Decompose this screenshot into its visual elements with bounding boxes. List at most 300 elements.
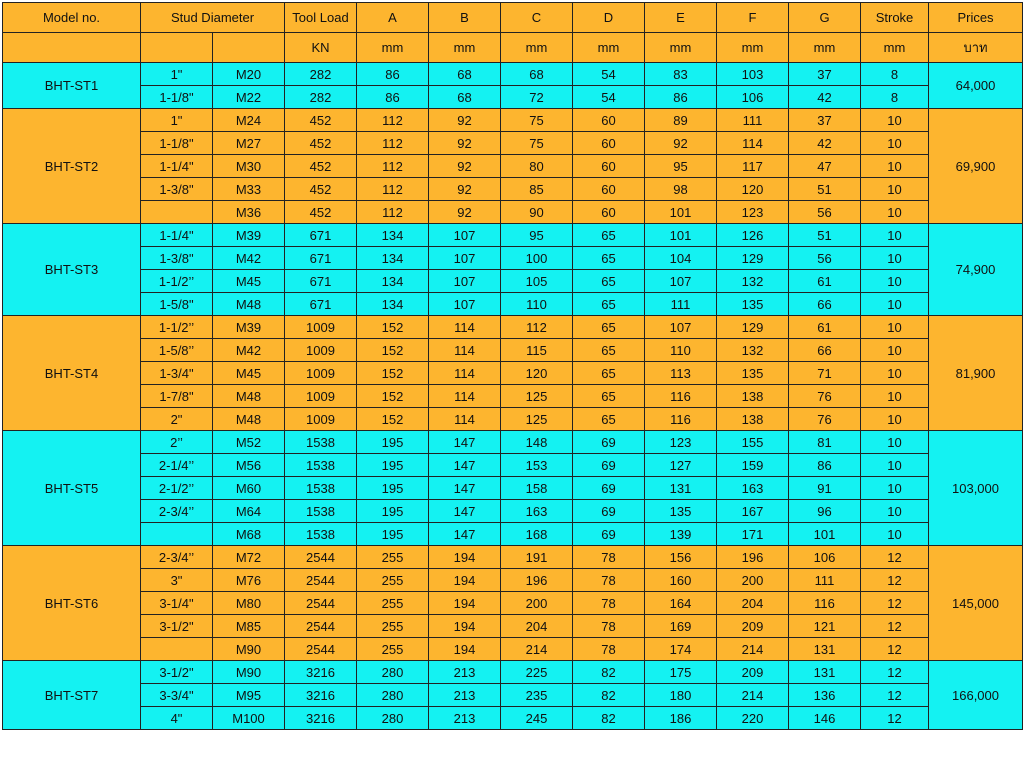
d-cell: 65: [573, 362, 645, 385]
c-cell: 225: [501, 661, 573, 684]
g-cell: 61: [789, 270, 861, 293]
e-cell: 180: [645, 684, 717, 707]
f-cell: 111: [717, 109, 789, 132]
a-cell: 280: [357, 661, 429, 684]
a-cell: 112: [357, 201, 429, 224]
g-cell: 86: [789, 454, 861, 477]
a-cell: 152: [357, 385, 429, 408]
a-cell: 280: [357, 707, 429, 730]
b-cell: 114: [429, 408, 501, 431]
f-cell: 163: [717, 477, 789, 500]
b-cell: 213: [429, 661, 501, 684]
header-stud-diameter: Stud Diameter: [141, 3, 285, 33]
tool-load-cell: 1009: [285, 339, 357, 362]
f-cell: 135: [717, 362, 789, 385]
e-cell: 110: [645, 339, 717, 362]
c-cell: 72: [501, 86, 573, 109]
b-cell: 194: [429, 592, 501, 615]
stroke-cell: 10: [861, 178, 929, 201]
header-a: A: [357, 3, 429, 33]
c-cell: 214: [501, 638, 573, 661]
f-cell: 214: [717, 684, 789, 707]
a-cell: 152: [357, 362, 429, 385]
b-cell: 68: [429, 86, 501, 109]
tool-load-cell: 452: [285, 201, 357, 224]
c-cell: 120: [501, 362, 573, 385]
table-row: [3, 293, 1023, 316]
stroke-cell: 12: [861, 546, 929, 569]
price-cell: 166,000: [929, 661, 1023, 730]
d-cell: 78: [573, 569, 645, 592]
stud-inch-cell: [141, 523, 213, 546]
stroke-cell: 10: [861, 362, 929, 385]
b-cell: 114: [429, 362, 501, 385]
e-cell: 156: [645, 546, 717, 569]
stud-inch-cell: 2-1/2’’: [141, 477, 213, 500]
e-cell: 127: [645, 454, 717, 477]
model-cell: BHT-ST4: [3, 316, 141, 431]
g-cell: 96: [789, 500, 861, 523]
d-cell: 82: [573, 684, 645, 707]
header-row: [3, 3, 1023, 33]
c-cell: 125: [501, 385, 573, 408]
g-cell: 61: [789, 316, 861, 339]
stroke-cell: 10: [861, 224, 929, 247]
g-cell: 101: [789, 523, 861, 546]
tool-load-cell: 671: [285, 247, 357, 270]
g-cell: 111: [789, 569, 861, 592]
e-cell: 86: [645, 86, 717, 109]
c-cell: 163: [501, 500, 573, 523]
e-cell: 123: [645, 431, 717, 454]
stroke-cell: 12: [861, 592, 929, 615]
table-row: [3, 546, 1023, 569]
f-cell: 138: [717, 408, 789, 431]
g-cell: 51: [789, 178, 861, 201]
stud-inch-cell: [141, 638, 213, 661]
tool-load-cell: 671: [285, 270, 357, 293]
c-cell: 112: [501, 316, 573, 339]
stud-metric-cell: M56: [213, 454, 285, 477]
g-cell: 146: [789, 707, 861, 730]
stud-inch-cell: 1-1/2’’: [141, 270, 213, 293]
unit-c: mm: [501, 33, 573, 63]
c-cell: 68: [501, 63, 573, 86]
a-cell: 112: [357, 109, 429, 132]
unit-a: mm: [357, 33, 429, 63]
stud-inch-cell: 4": [141, 707, 213, 730]
e-cell: 101: [645, 201, 717, 224]
c-cell: 245: [501, 707, 573, 730]
stud-metric-cell: M42: [213, 247, 285, 270]
price-cell: 103,000: [929, 431, 1023, 546]
stud-metric-cell: M85: [213, 615, 285, 638]
stroke-cell: 10: [861, 247, 929, 270]
e-cell: 164: [645, 592, 717, 615]
table-row: [3, 615, 1023, 638]
stud-inch-cell: 2-3/4’’: [141, 500, 213, 523]
f-cell: 129: [717, 247, 789, 270]
tool-load-cell: 282: [285, 63, 357, 86]
stud-metric-cell: M72: [213, 546, 285, 569]
stud-inch-cell: 3-3/4": [141, 684, 213, 707]
tool-load-cell: 1538: [285, 500, 357, 523]
b-cell: 114: [429, 385, 501, 408]
a-cell: 195: [357, 454, 429, 477]
stroke-cell: 10: [861, 523, 929, 546]
g-cell: 106: [789, 546, 861, 569]
c-cell: 148: [501, 431, 573, 454]
price-cell: 64,000: [929, 63, 1023, 109]
f-cell: 159: [717, 454, 789, 477]
tool-load-cell: 3216: [285, 684, 357, 707]
table-row: [3, 638, 1023, 661]
e-cell: 131: [645, 477, 717, 500]
d-cell: 65: [573, 247, 645, 270]
stud-metric-cell: M90: [213, 638, 285, 661]
g-cell: 76: [789, 385, 861, 408]
g-cell: 76: [789, 408, 861, 431]
table-row: [3, 132, 1023, 155]
stud-inch-cell: [141, 201, 213, 224]
stud-inch-cell: 1-7/8": [141, 385, 213, 408]
f-cell: 132: [717, 339, 789, 362]
stroke-cell: 10: [861, 155, 929, 178]
g-cell: 131: [789, 661, 861, 684]
b-cell: 92: [429, 178, 501, 201]
tool-load-cell: 452: [285, 132, 357, 155]
b-cell: 147: [429, 500, 501, 523]
a-cell: 152: [357, 339, 429, 362]
table-row: [3, 270, 1023, 293]
g-cell: 116: [789, 592, 861, 615]
unit-b: mm: [429, 33, 501, 63]
header-c: C: [501, 3, 573, 33]
b-cell: 68: [429, 63, 501, 86]
f-cell: 138: [717, 385, 789, 408]
b-cell: 114: [429, 339, 501, 362]
d-cell: 69: [573, 477, 645, 500]
d-cell: 78: [573, 638, 645, 661]
b-cell: 194: [429, 569, 501, 592]
stud-inch-cell: 2’’: [141, 431, 213, 454]
c-cell: 80: [501, 155, 573, 178]
a-cell: 280: [357, 684, 429, 707]
table-row: [3, 592, 1023, 615]
model-cell: BHT-ST1: [3, 63, 141, 109]
g-cell: 136: [789, 684, 861, 707]
e-cell: 113: [645, 362, 717, 385]
f-cell: 117: [717, 155, 789, 178]
stud-inch-cell: 3-1/2": [141, 615, 213, 638]
stroke-cell: 10: [861, 201, 929, 224]
g-cell: 71: [789, 362, 861, 385]
header-e: E: [645, 3, 717, 33]
g-cell: 91: [789, 477, 861, 500]
d-cell: 82: [573, 661, 645, 684]
a-cell: 152: [357, 316, 429, 339]
stud-metric-cell: M39: [213, 316, 285, 339]
tool-load-cell: 1009: [285, 362, 357, 385]
tool-load-cell: 3216: [285, 661, 357, 684]
stud-metric-cell: M48: [213, 385, 285, 408]
table-row: [3, 201, 1023, 224]
table-row: [3, 408, 1023, 431]
model-cell: BHT-ST2: [3, 109, 141, 224]
stroke-cell: 10: [861, 293, 929, 316]
c-cell: 100: [501, 247, 573, 270]
stud-metric-cell: M68: [213, 523, 285, 546]
model-cell: BHT-ST3: [3, 224, 141, 316]
stud-metric-cell: M24: [213, 109, 285, 132]
table-row: [3, 224, 1023, 247]
stroke-cell: 10: [861, 454, 929, 477]
d-cell: 65: [573, 408, 645, 431]
tool-load-cell: 671: [285, 293, 357, 316]
stud-inch-cell: 3": [141, 569, 213, 592]
table-body: [3, 3, 1023, 730]
table-row: [3, 362, 1023, 385]
header-tool-load: Tool Load: [285, 3, 357, 33]
stroke-cell: 10: [861, 385, 929, 408]
stroke-cell: 10: [861, 339, 929, 362]
stroke-cell: 12: [861, 661, 929, 684]
d-cell: 65: [573, 316, 645, 339]
a-cell: 86: [357, 86, 429, 109]
d-cell: 65: [573, 339, 645, 362]
d-cell: 60: [573, 155, 645, 178]
g-cell: 131: [789, 638, 861, 661]
tool-load-cell: 671: [285, 224, 357, 247]
f-cell: 132: [717, 270, 789, 293]
stud-metric-cell: M39: [213, 224, 285, 247]
d-cell: 69: [573, 454, 645, 477]
stud-inch-cell: 2": [141, 408, 213, 431]
stud-metric-cell: M80: [213, 592, 285, 615]
c-cell: 75: [501, 132, 573, 155]
c-cell: 153: [501, 454, 573, 477]
tool-load-cell: 2544: [285, 592, 357, 615]
a-cell: 112: [357, 178, 429, 201]
c-cell: 110: [501, 293, 573, 316]
tool-load-cell: 452: [285, 109, 357, 132]
f-cell: 167: [717, 500, 789, 523]
f-cell: 120: [717, 178, 789, 201]
e-cell: 116: [645, 385, 717, 408]
b-cell: 213: [429, 707, 501, 730]
stud-inch-cell: 1-1/2’’: [141, 316, 213, 339]
stud-metric-cell: M76: [213, 569, 285, 592]
e-cell: 186: [645, 707, 717, 730]
a-cell: 195: [357, 431, 429, 454]
e-cell: 139: [645, 523, 717, 546]
c-cell: 90: [501, 201, 573, 224]
g-cell: 66: [789, 293, 861, 316]
c-cell: 158: [501, 477, 573, 500]
model-cell: BHT-ST5: [3, 431, 141, 546]
stud-inch-cell: 1": [141, 109, 213, 132]
stud-inch-cell: 2-3/4’’: [141, 546, 213, 569]
stud-inch-cell: 1-1/8": [141, 132, 213, 155]
price-cell: 69,900: [929, 109, 1023, 224]
d-cell: 78: [573, 546, 645, 569]
stud-metric-cell: M45: [213, 270, 285, 293]
stroke-cell: 10: [861, 132, 929, 155]
table-row: [3, 500, 1023, 523]
stud-metric-cell: M27: [213, 132, 285, 155]
e-cell: 116: [645, 408, 717, 431]
stud-inch-cell: 1-3/4": [141, 362, 213, 385]
table-row: [3, 385, 1023, 408]
tool-load-cell: 2544: [285, 569, 357, 592]
d-cell: 82: [573, 707, 645, 730]
price-cell: 81,900: [929, 316, 1023, 431]
stud-metric-cell: M48: [213, 293, 285, 316]
table-row: [3, 63, 1023, 86]
stroke-cell: 8: [861, 63, 929, 86]
tool-load-cell: 1538: [285, 477, 357, 500]
a-cell: 134: [357, 224, 429, 247]
model-cell: BHT-ST7: [3, 661, 141, 730]
tool-load-cell: 452: [285, 178, 357, 201]
d-cell: 60: [573, 109, 645, 132]
header-d: D: [573, 3, 645, 33]
stud-metric-cell: M60: [213, 477, 285, 500]
a-cell: 255: [357, 569, 429, 592]
d-cell: 60: [573, 201, 645, 224]
header-prices: Prices: [929, 3, 1023, 33]
stud-inch-cell: 1-3/8": [141, 247, 213, 270]
f-cell: 103: [717, 63, 789, 86]
table-row: [3, 684, 1023, 707]
stroke-cell: 10: [861, 431, 929, 454]
table-row: [3, 316, 1023, 339]
c-cell: 85: [501, 178, 573, 201]
d-cell: 60: [573, 178, 645, 201]
tool-load-cell: 452: [285, 155, 357, 178]
g-cell: 56: [789, 201, 861, 224]
e-cell: 89: [645, 109, 717, 132]
g-cell: 81: [789, 431, 861, 454]
e-cell: 92: [645, 132, 717, 155]
c-cell: 95: [501, 224, 573, 247]
stroke-cell: 10: [861, 408, 929, 431]
f-cell: 204: [717, 592, 789, 615]
b-cell: 107: [429, 247, 501, 270]
d-cell: 60: [573, 132, 645, 155]
stroke-cell: 12: [861, 569, 929, 592]
b-cell: 147: [429, 477, 501, 500]
f-cell: 209: [717, 661, 789, 684]
c-cell: 75: [501, 109, 573, 132]
c-cell: 196: [501, 569, 573, 592]
stud-inch-cell: 1-3/8": [141, 178, 213, 201]
table-row: [3, 661, 1023, 684]
header-g: G: [789, 3, 861, 33]
stroke-cell: 12: [861, 684, 929, 707]
g-cell: 42: [789, 86, 861, 109]
header-f: F: [717, 3, 789, 33]
f-cell: 171: [717, 523, 789, 546]
a-cell: 86: [357, 63, 429, 86]
a-cell: 134: [357, 293, 429, 316]
stroke-cell: 10: [861, 477, 929, 500]
c-cell: 204: [501, 615, 573, 638]
d-cell: 65: [573, 270, 645, 293]
a-cell: 112: [357, 155, 429, 178]
model-cell: BHT-ST6: [3, 546, 141, 661]
d-cell: 78: [573, 615, 645, 638]
stud-metric-cell: M90: [213, 661, 285, 684]
g-cell: 121: [789, 615, 861, 638]
f-cell: 129: [717, 316, 789, 339]
stud-metric-cell: M64: [213, 500, 285, 523]
a-cell: 195: [357, 477, 429, 500]
unit-g: mm: [789, 33, 861, 63]
e-cell: 107: [645, 270, 717, 293]
units-row: [3, 33, 1023, 63]
d-cell: 65: [573, 385, 645, 408]
e-cell: 98: [645, 178, 717, 201]
f-cell: 155: [717, 431, 789, 454]
d-cell: 65: [573, 293, 645, 316]
f-cell: 214: [717, 638, 789, 661]
e-cell: 175: [645, 661, 717, 684]
g-cell: 66: [789, 339, 861, 362]
unit-d: mm: [573, 33, 645, 63]
unit-stud-metric: [213, 33, 285, 63]
unit-tool-load: KN: [285, 33, 357, 63]
d-cell: 78: [573, 592, 645, 615]
stud-metric-cell: M36: [213, 201, 285, 224]
d-cell: 69: [573, 431, 645, 454]
table-row: [3, 477, 1023, 500]
tool-load-cell: 1009: [285, 385, 357, 408]
e-cell: 83: [645, 63, 717, 86]
e-cell: 95: [645, 155, 717, 178]
stud-metric-cell: M30: [213, 155, 285, 178]
tool-load-cell: 2544: [285, 638, 357, 661]
a-cell: 134: [357, 270, 429, 293]
price-table: [2, 2, 1023, 730]
g-cell: 51: [789, 224, 861, 247]
c-cell: 200: [501, 592, 573, 615]
stud-inch-cell: 1-1/8": [141, 86, 213, 109]
stud-inch-cell: 1-1/4": [141, 224, 213, 247]
stud-metric-cell: M100: [213, 707, 285, 730]
a-cell: 152: [357, 408, 429, 431]
unit-e: mm: [645, 33, 717, 63]
tool-load-cell: 1009: [285, 408, 357, 431]
stroke-cell: 12: [861, 615, 929, 638]
c-cell: 125: [501, 408, 573, 431]
unit-prices: บาท: [929, 33, 1023, 63]
g-cell: 56: [789, 247, 861, 270]
d-cell: 54: [573, 63, 645, 86]
table-row: [3, 247, 1023, 270]
tool-load-cell: 282: [285, 86, 357, 109]
f-cell: 114: [717, 132, 789, 155]
c-cell: 105: [501, 270, 573, 293]
d-cell: 69: [573, 523, 645, 546]
tool-load-cell: 1009: [285, 316, 357, 339]
table-row: [3, 155, 1023, 178]
f-cell: 200: [717, 569, 789, 592]
stud-inch-cell: 1-5/8": [141, 293, 213, 316]
b-cell: 147: [429, 454, 501, 477]
b-cell: 194: [429, 615, 501, 638]
tool-load-cell: 3216: [285, 707, 357, 730]
